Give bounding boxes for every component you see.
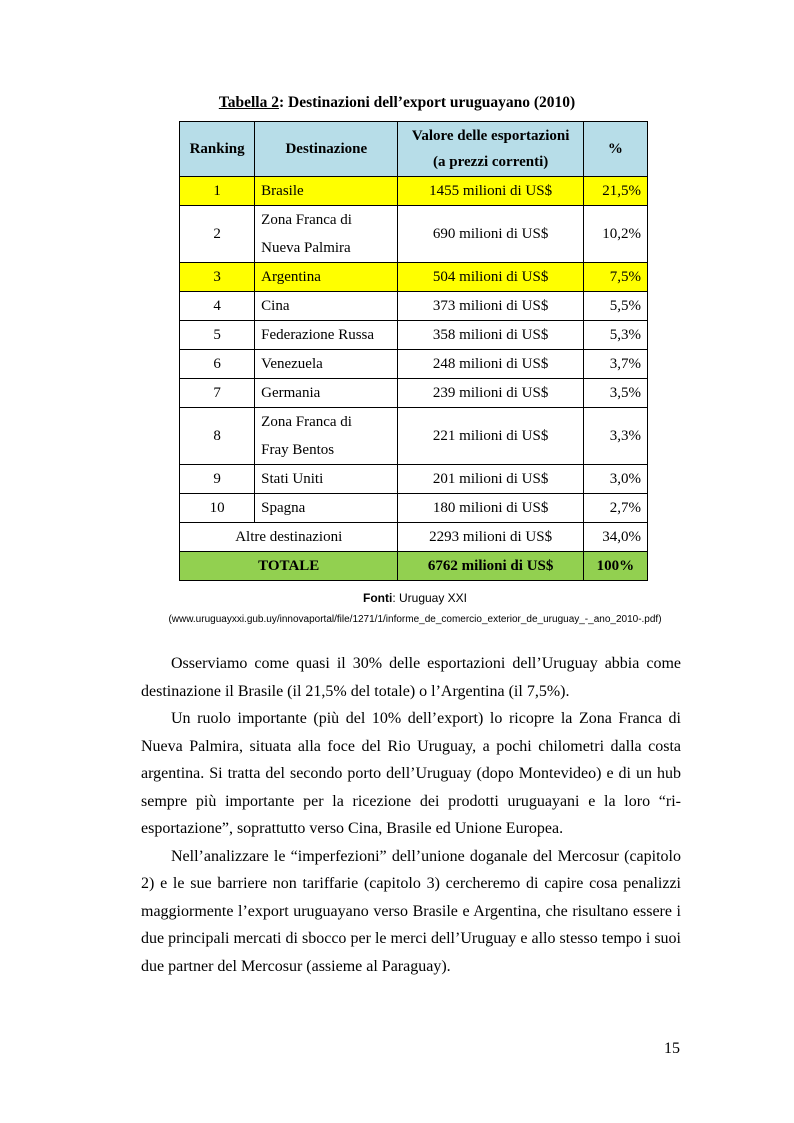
cell-rank: 7 xyxy=(180,379,255,408)
cell-other-label: Altre destinazioni xyxy=(180,523,398,552)
body-text xyxy=(141,650,681,980)
header-percent: % xyxy=(583,122,647,177)
caption-text: : Destinazioni dell’export uruguayano (2010) xyxy=(278,94,576,111)
header-ranking: Ranking xyxy=(180,122,255,177)
cell-destination xyxy=(255,408,398,465)
paragraph: Un ruolo importante (più del 10% dell’export) lo ricopre la Zona Franca di Nueva Palmira, situata alla foce del Rio Uruguay, a pochi chilometri dalla costa argentina. Si tratta del secondo porto dell’Uruguay (dopo Montevideo) e di un hub sempre più importante per la ricezione dei prodotti uruguayani e la loro “ri-esportazione”, soprattutto verso Cina, Brasile ed Unione Europea. xyxy=(141,710,681,837)
cell-value: 248 milioni di US$ xyxy=(398,350,583,379)
cell-destination xyxy=(255,206,398,263)
cell-total-label: TOTALE xyxy=(180,552,398,581)
cell-percent: 5,3% xyxy=(583,321,647,350)
cell-destination-line2: Fray Bentos xyxy=(261,442,335,458)
table-row xyxy=(180,177,648,206)
cell-value: 690 milioni di US$ xyxy=(398,206,583,263)
cell-rank: 6 xyxy=(180,350,255,379)
cell-total-percent: 100% xyxy=(583,552,647,581)
table-row xyxy=(180,206,648,263)
cell-rank: 1 xyxy=(180,177,255,206)
cell-rank: 3 xyxy=(180,263,255,292)
cell-rank: 5 xyxy=(180,321,255,350)
cell-value: 358 milioni di US$ xyxy=(398,321,583,350)
cell-percent: 3,0% xyxy=(583,465,647,494)
cell-percent: 2,7% xyxy=(583,494,647,523)
cell-rank: 8 xyxy=(180,408,255,465)
cell-destination: Argentina xyxy=(255,263,398,292)
cell-destination: Venezuela xyxy=(255,350,398,379)
source-line xyxy=(0,591,794,605)
cell-destination: Spagna xyxy=(255,494,398,523)
cell-destination: Federazione Russa xyxy=(255,321,398,350)
cell-percent: 3,5% xyxy=(583,379,647,408)
source-text: : Uruguay XXI xyxy=(392,591,468,605)
cell-percent: 5,5% xyxy=(583,292,647,321)
cell-percent: 3,3% xyxy=(583,408,647,465)
cell-percent: 7,5% xyxy=(583,263,647,292)
export-destinations-table xyxy=(179,121,648,581)
table-row xyxy=(180,379,648,408)
source-url: (www.uruguayxxi.gub.uy/innovaportal/file/1271/1/informe_de_comercio_exterior_de_uruguay_-_ano_2010-.pdf) xyxy=(168,614,662,625)
cell-value: 180 milioni di US$ xyxy=(398,494,583,523)
cell-value: 239 milioni di US$ xyxy=(398,379,583,408)
cell-rank: 4 xyxy=(180,292,255,321)
cell-destination-line1: Zona Franca di xyxy=(261,414,352,430)
table-row xyxy=(180,465,648,494)
cell-total-value: 6762 milioni di US$ xyxy=(398,552,583,581)
caption-label: Tabella 2 xyxy=(218,94,279,111)
header-destination: Destinazione xyxy=(255,122,398,177)
cell-value: 201 milioni di US$ xyxy=(398,465,583,494)
table-row xyxy=(180,321,648,350)
cell-destination: Germania xyxy=(255,379,398,408)
cell-percent: 3,7% xyxy=(583,350,647,379)
cell-other-percent: 34,0% xyxy=(583,523,647,552)
table-header-row xyxy=(180,122,648,177)
paragraph: Osserviamo come quasi il 30% delle esportazioni dell’Uruguay abbia come destinazione il Brasile (il 21,5% del totale) o l’Argentina (il 7,5%). xyxy=(141,655,681,700)
cell-destination-line1: Zona Franca di xyxy=(261,212,352,228)
header-value-line2: (a prezzi correnti) xyxy=(433,154,549,170)
cell-rank: 9 xyxy=(180,465,255,494)
cell-destination: Brasile xyxy=(255,177,398,206)
table-row xyxy=(180,350,648,379)
cell-rank: 10 xyxy=(180,494,255,523)
other-destinations-row xyxy=(180,523,648,552)
table-row xyxy=(180,263,648,292)
cell-destination: Cina xyxy=(255,292,398,321)
cell-percent: 10,2% xyxy=(583,206,647,263)
cell-destination: Stati Uniti xyxy=(255,465,398,494)
cell-destination-line2: Nueva Palmira xyxy=(261,240,351,256)
table-row xyxy=(180,292,648,321)
paragraph: Nell’analizzare le “imperfezioni” dell’unione doganale del Mercosur (capitolo 2) e le sue barriere non tariffarie (capitolo 3) cercheremo di capire cosa penalizzi maggiormente l’export uruguayano verso Brasile e Argentina, che risultano essere i due principali mercati di sbocco per le merci dell’Uruguay e allo stesso tempo i suoi due partner del Mercosur (assieme al Paraguay). xyxy=(141,847,681,975)
header-value xyxy=(398,122,583,177)
cell-value: 373 milioni di US$ xyxy=(398,292,583,321)
cell-rank: 2 xyxy=(180,206,255,263)
cell-percent: 21,5% xyxy=(583,177,647,206)
page-number: 15 xyxy=(664,1040,680,1057)
cell-other-value: 2293 milioni di US$ xyxy=(398,523,583,552)
total-row xyxy=(180,552,648,581)
source-label: Fonti xyxy=(362,591,393,605)
table-caption xyxy=(0,94,794,112)
cell-value: 1455 milioni di US$ xyxy=(398,177,583,206)
cell-value: 221 milioni di US$ xyxy=(398,408,583,465)
header-value-line1: Valore delle esportazioni xyxy=(411,128,570,144)
table-row xyxy=(180,408,648,465)
table-row xyxy=(180,494,648,523)
cell-value: 504 milioni di US$ xyxy=(398,263,583,292)
